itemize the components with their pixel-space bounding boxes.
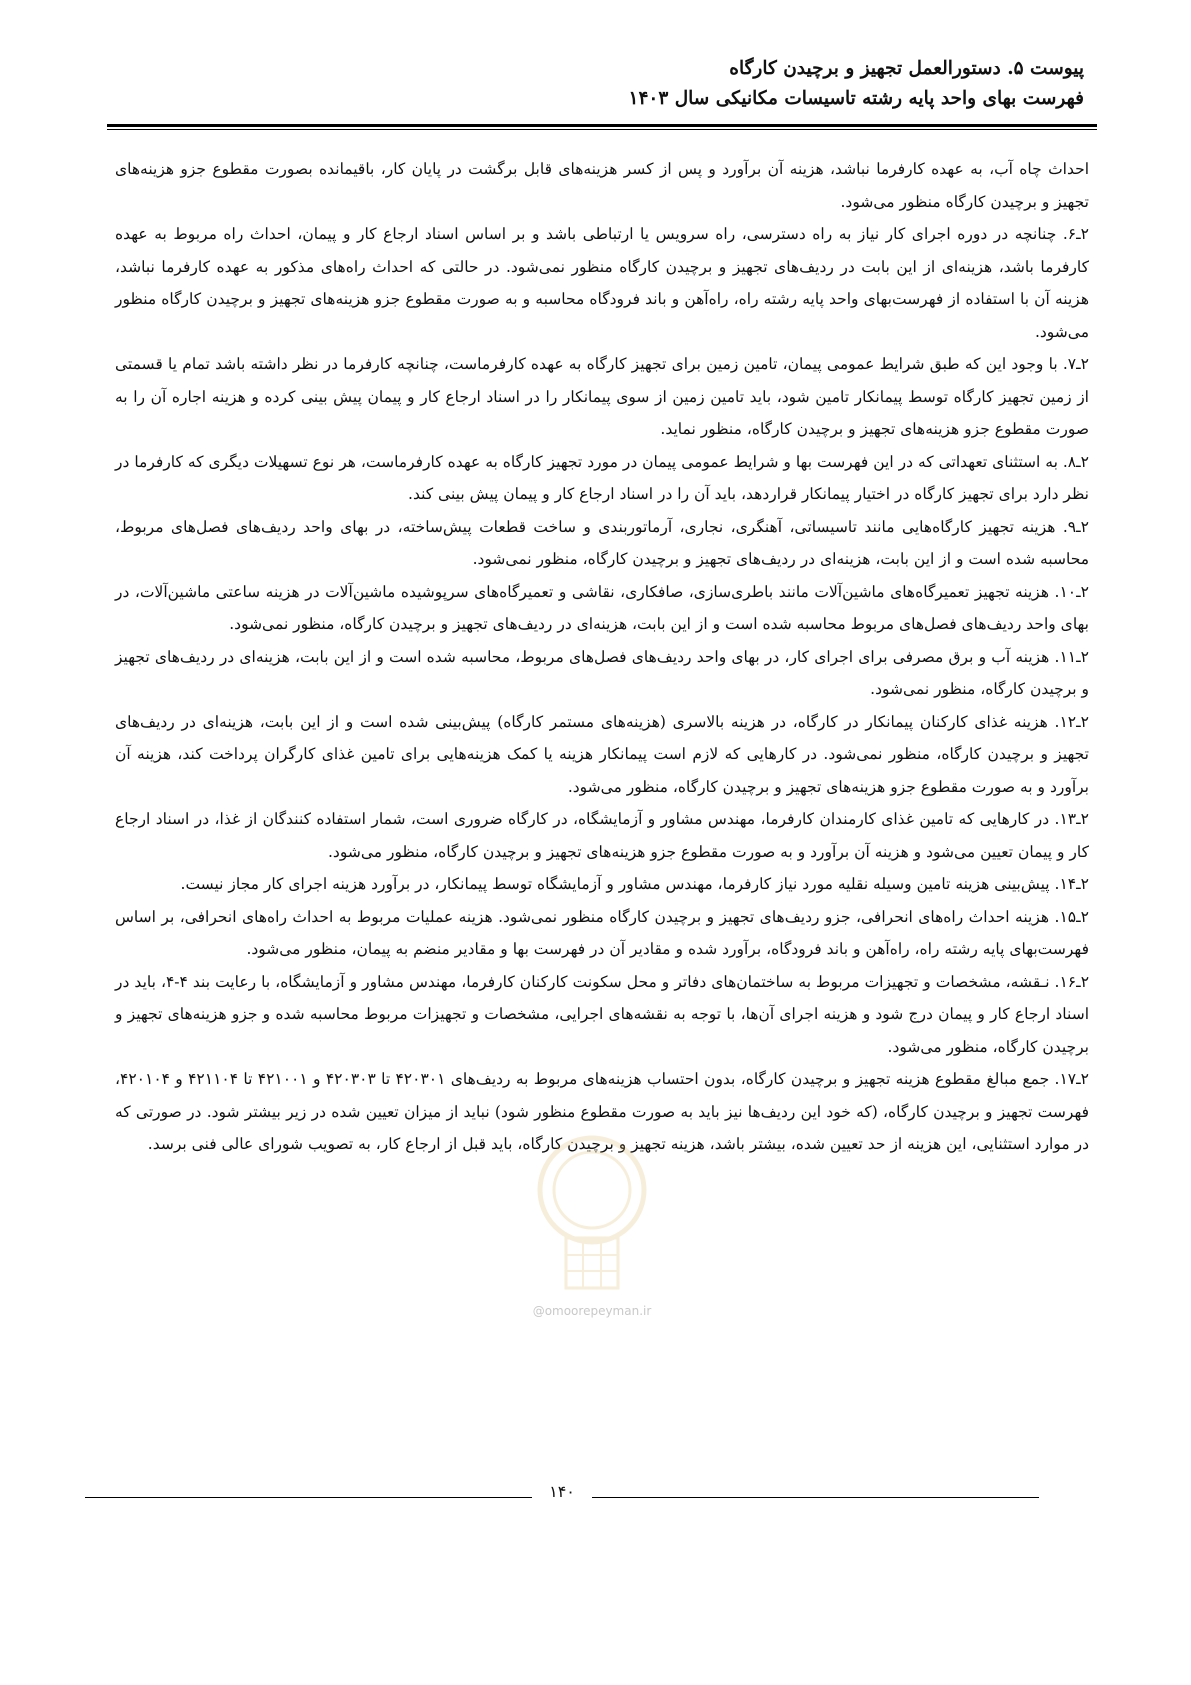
watermark-logo-icon bbox=[532, 1128, 652, 1303]
paragraph-2-6: ۲ـ۶. چنانچه در دوره اجرای کار نیاز به راه دسترسی، راه سرویس یا ارتباطی باشد و بر اساس اسناد ارجاع کار و پیمان، احداث راه مربوط به عهده کارفرما باشد، هزینه‌ای از این بابت در ردیف‌های تجهیز و برچیدن کارگاه منظور نمی‌شود. در حالتی که احداث راه‌های مذکور به عهده کارفرما نباشد، هزینه آن با استفاده از فهرست‌بهای واحد پایه رشته راه، راه‌آهن و باند فرودگاه محاسبه و به صورت مقطوع جزو هزینه‌های تجهیز و برچیدن کارگاه منظور می‌شود. bbox=[115, 225, 1089, 341]
header-rule-thin bbox=[107, 129, 1097, 130]
footer-rule-left bbox=[85, 1497, 532, 1498]
document-body bbox=[115, 153, 1089, 1161]
paragraph-2-7: ۲ـ۷. با وجود این که طبق شرایط عمومی پیمان، تامین زمین برای تجهیز کارگاه به عهده کارفرماست، چنانچه کارفرما در نظر داشته باشد تمام یا قسمتی از زمین تجهیز کارگاه توسط پیمانکار تامین شود، باید تامین زمین از سوی پیمانکار را در اسناد ارجاع کار و پیمان پیش بینی کرده و هزینه اجاره آن را به صورت مقطوع جزو هزینه‌های تجهیز و برچیدن کارگاه، منظور نماید. bbox=[115, 355, 1089, 438]
paragraph-2-8: ۲ـ۸. به استثنای تعهداتی که در این فهرست بها و شرایط عمومی پیمان در مورد تجهیز کارگاه به عهده کارفرماست، هر نوع تسهیلات دیگری که کارفرما در نظر دارد برای تجهیز کارگاه در اختیار پیمانکار قراردهد، باید آن را در اسناد ارجاع کار و پیمان پیش بینی کند. bbox=[115, 452, 1089, 503]
paragraph-2-15: ۲ـ۱۵. هزینه احداث راه‌های انحرافی، جزو ردیف‌های تجهیز و برچیدن کارگاه منظور نمی‌شود. هزینه عملیات مربوط به احداث راه‌های انحرافی، بر اساس فهرست‌بهای پایه رشته راه، راه‌آهن و باند فرودگاه، برآورد شده و مقادیر آن در فهرست بها و مقادیر منضم به پیمان، منظور می‌شود. bbox=[115, 907, 1089, 958]
paragraph-2-17: ۲ـ۱۷. جمع مبالغ مقطوع هزینه تجهیز و برچیدن کارگاه، بدون احتساب هزینه‌های مربوط به ردیف‌های ۴۲۰۳۰۱ تا ۴۲۰۳۰۳ و ۴۲۱۰۰۱ تا ۴۲۱۱۰۴ و ۴۲۰۱۰۴، فهرست تجهیز و برچیدن کارگاه، (که خود این ردیف‌ها نیز باید به صورت مقطوع منظور شود) نباید از میزان تعیین شده در زیر بیشتر شود. در صورتی که در موارد استثنایی، این هزینه از حد تعیین شده، بیشتر باشد، هزینه تجهیز و برچیدن کارگاه، باید قبل از ارجاع کار، به تصویب شورای عالی فنی برسد. bbox=[115, 1070, 1089, 1153]
header-rule-thick bbox=[107, 124, 1097, 127]
paragraph-2-10: ۲ـ۱۰. هزینه تجهیز تعمیرگاه‌های ماشین‌آلات مانند باطری‌سازی، صافکاری، نقاشی و تعمیرگاه‌های سرپوشیده ماشین‌آلات در هزینه ساعتی ماشین‌آلات، در بهای واحد ردیف‌های فصل‌های مربوط محاسبه شده است و از این بابت، هزینه‌ای در ردیف‌های تجهیز و برچیدن کارگاه، منظور نمی‌شود. bbox=[115, 582, 1089, 633]
page-number: ۱۴۰ bbox=[549, 1482, 575, 1501]
paragraph-2-16: ۲ـ۱۶. نـقشه، مشخصات و تجهیزات مربوط به ساختمان‌های دفاتر و محل سکونت کارکنان کارفرما، مهندس مشاور و آزمایشگاه، با رعایت بند ۴-۴، باید در اسناد ارجاع کار و پیمان درج شود و هزینه اجرای آن‌ها، با توجه به نقشه‌های اجرایی، مشخصات و تجهیزات مربوط محاسبه شده و جزو هزینه‌های تجهیز و برچیدن کارگاه، منظور می‌شود. bbox=[115, 972, 1090, 1056]
paragraph-2-14: ۲ـ۱۴. پیش‌بینی هزینه تامین وسیله نقلیه مورد نیاز کارفرما، مهندس مشاور و آزمایشگاه توسط پیمانکار، در برآورد هزینه اجرای کار مجاز نیست. bbox=[180, 875, 1089, 893]
paragraph-2-12: ۲ـ۱۲. هزینه غذای کارکنان پیمانکار در کارگاه، در هزینه بالاسری (هزینه‌های مستمر کارگاه) پیش‌بینی شده است و از این بابت، هزینه‌ای در ردیف‌های تجهیز و برچیدن کارگاه، منظور نمی‌شود. در کارهایی که لازم است پیمانکار هزینه یا کمک هزینه‌هایی برای تامین غذای کارگران پرداخت کند، هزینه آن برآورد و به صورت مقطوع جزو هزینه‌های تجهیز و برچیدن کارگاه، منظور می‌شود. bbox=[115, 712, 1089, 796]
header-price-list-title: فهرست بهای واحد پایه رشته تاسیسات مکانیکی سال ۱۴۰۳ bbox=[628, 88, 1084, 109]
footer-rule-right bbox=[592, 1497, 1039, 1498]
paragraph-continuation: احداث چاه آب، به عهده کارفرما نباشد، هزینه آن برآورد و پس از کسر هزینه‌های قابل برگشت در پایان کار، باقیمانده بصورت مقطوع جزو هزینه‌های تجهیز و برچیدن کارگاه منظور می‌شود. bbox=[115, 160, 1089, 211]
paragraph-2-13: ۲ـ۱۳. در کارهایی که تامین غذای کارمندان کارفرما، مهندس مشاور و آزمایشگاه، در کارگاه ضروری است، شمار استفاده کنندگان از غذا، در اسناد ارجاع کار و پیمان تعیین می‌شود و هزینه آن برآورد و به صورت مقطوع جزو هزینه‌های تجهیز و برچیدن کارگاه، منظور می‌شود. bbox=[115, 810, 1089, 861]
page-header bbox=[94, 54, 1084, 114]
header-appendix-title: پیوست ۵. دستورالعمل تجهیز و برچیدن کارگاه bbox=[729, 58, 1084, 79]
paragraph-2-9: ۲ـ۹. هزینه تجهیز کارگاه‌هایی مانند تاسیساتی، آهنگری، نجاری، آرماتوربندی و ساخت قطعات پیش‌ساخته، در بهای واحد ردیف‌های فصل‌های مربوط، محاسبه شده است و از این بابت، هزینه‌ای در ردیف‌های تجهیز و برچیدن کارگاه، منظور نمی‌شود. bbox=[115, 517, 1089, 568]
watermark-text: @omoorepeyman.ir bbox=[532, 1304, 652, 1318]
paragraph-2-11: ۲ـ۱۱. هزینه آب و برق مصرفی برای اجرای کار، در بهای واحد ردیف‌های فصل‌های مربوط، محاسبه شده است و از این بابت، هزینه‌ای در ردیف‌های تجهیز و برچیدن کارگاه، منظور نمی‌شود. bbox=[115, 647, 1089, 698]
